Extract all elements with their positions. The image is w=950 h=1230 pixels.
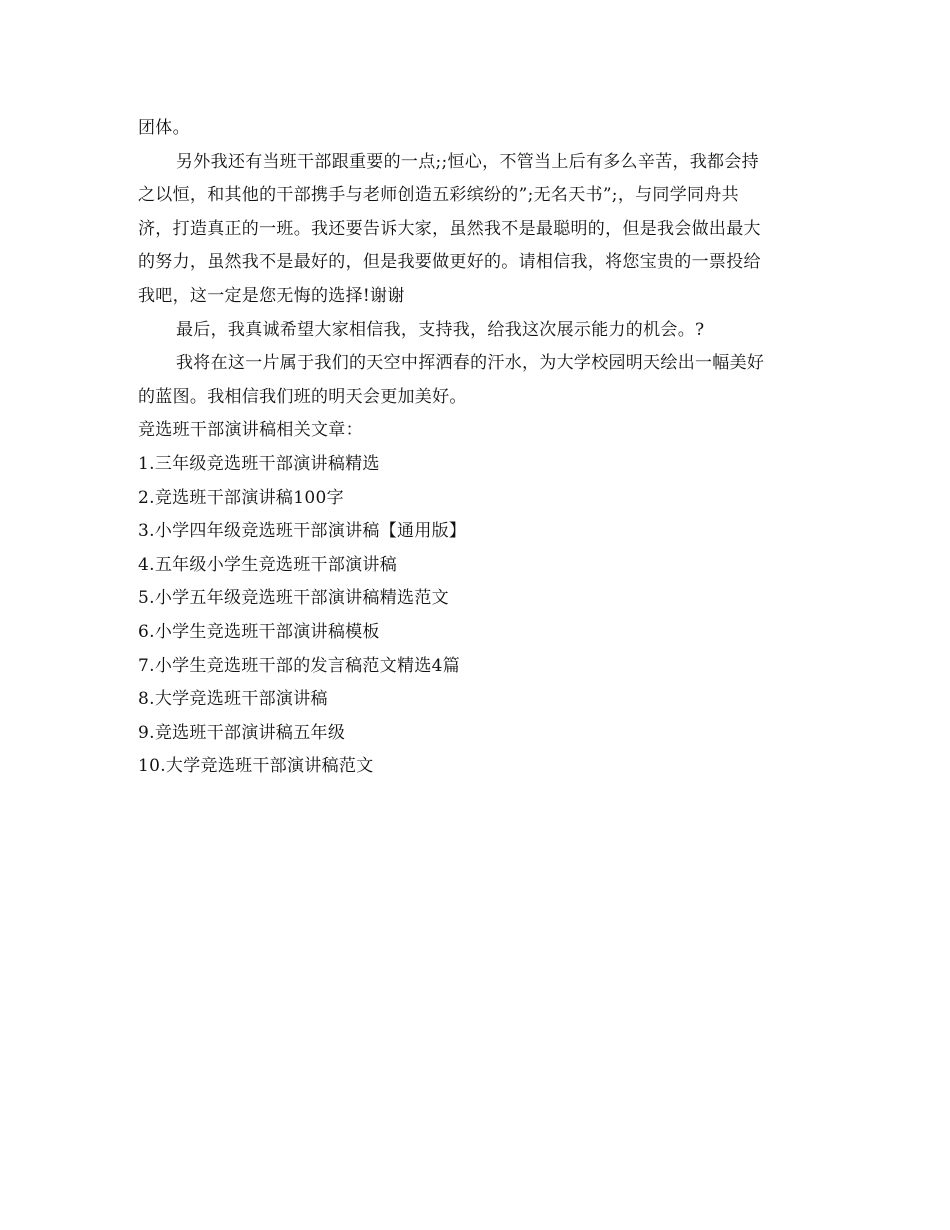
paragraph-line: 我将在这一片属于我们的天空中挥洒春的汗水，为大学校园明天绘出一幅美好 [176, 353, 765, 374]
related-articles-heading: 竞选班干部演讲稿相关文章： [138, 420, 363, 441]
paragraph-line: 的努力，虽然我不是最好的，但是我要做更好的。请相信我，将您宝贵的一票投给 [138, 252, 761, 273]
related-article-link[interactable]: 8.大学竞选班干部演讲稿 [138, 689, 328, 710]
related-articles-list [138, 448, 814, 784]
paragraph-line: 济，打造真正的一班。我还要告诉大家，虽然我不是最聪明的，但是我会做出最大 [138, 218, 761, 239]
paragraph-line: 的蓝图。我相信我们班的明天会更加美好。 [138, 386, 467, 407]
related-article-link[interactable]: 6.小学生竞选班干部演讲稿模板 [138, 621, 380, 642]
paragraph-line: 另外我还有当班干部跟重要的一点;;恒心，不管当上后有多么辛苦，我都会持 [176, 151, 759, 172]
related-article-link[interactable]: 5.小学五年级竞选班干部演讲稿精选范文 [138, 588, 449, 609]
paragraph-line: 团体。 [138, 118, 190, 138]
related-article-link[interactable]: 2.竞选班干部演讲稿100字 [138, 487, 344, 508]
related-article-link[interactable]: 7.小学生竞选班干部的发言稿范文精选4篇 [138, 655, 461, 676]
related-article-link[interactable]: 4.五年级小学生竞选班干部演讲稿 [138, 554, 398, 575]
paragraph-line: 之以恒，和其他的干部携手与老师创造五彩缤纷的”;无名天书”;，与同学同舟共 [138, 185, 739, 206]
paragraph-line: 最后，我真诚希望大家相信我，支持我，给我这次展示能力的机会。? [176, 319, 705, 340]
related-article-link[interactable]: 3.小学四年级竞选班干部演讲稿【通用版】 [138, 521, 467, 542]
related-article-link[interactable]: 1.三年级竞选班干部演讲稿精选 [138, 453, 380, 474]
related-article-link[interactable]: 9.竞选班干部演讲稿五年级 [138, 722, 346, 743]
paragraph-line: 我吧，这一定是您无悔的选择!谢谢 [138, 285, 405, 306]
document-page [138, 112, 814, 784]
related-article-link[interactable]: 10.大学竞选班干部演讲稿范文 [138, 756, 374, 777]
